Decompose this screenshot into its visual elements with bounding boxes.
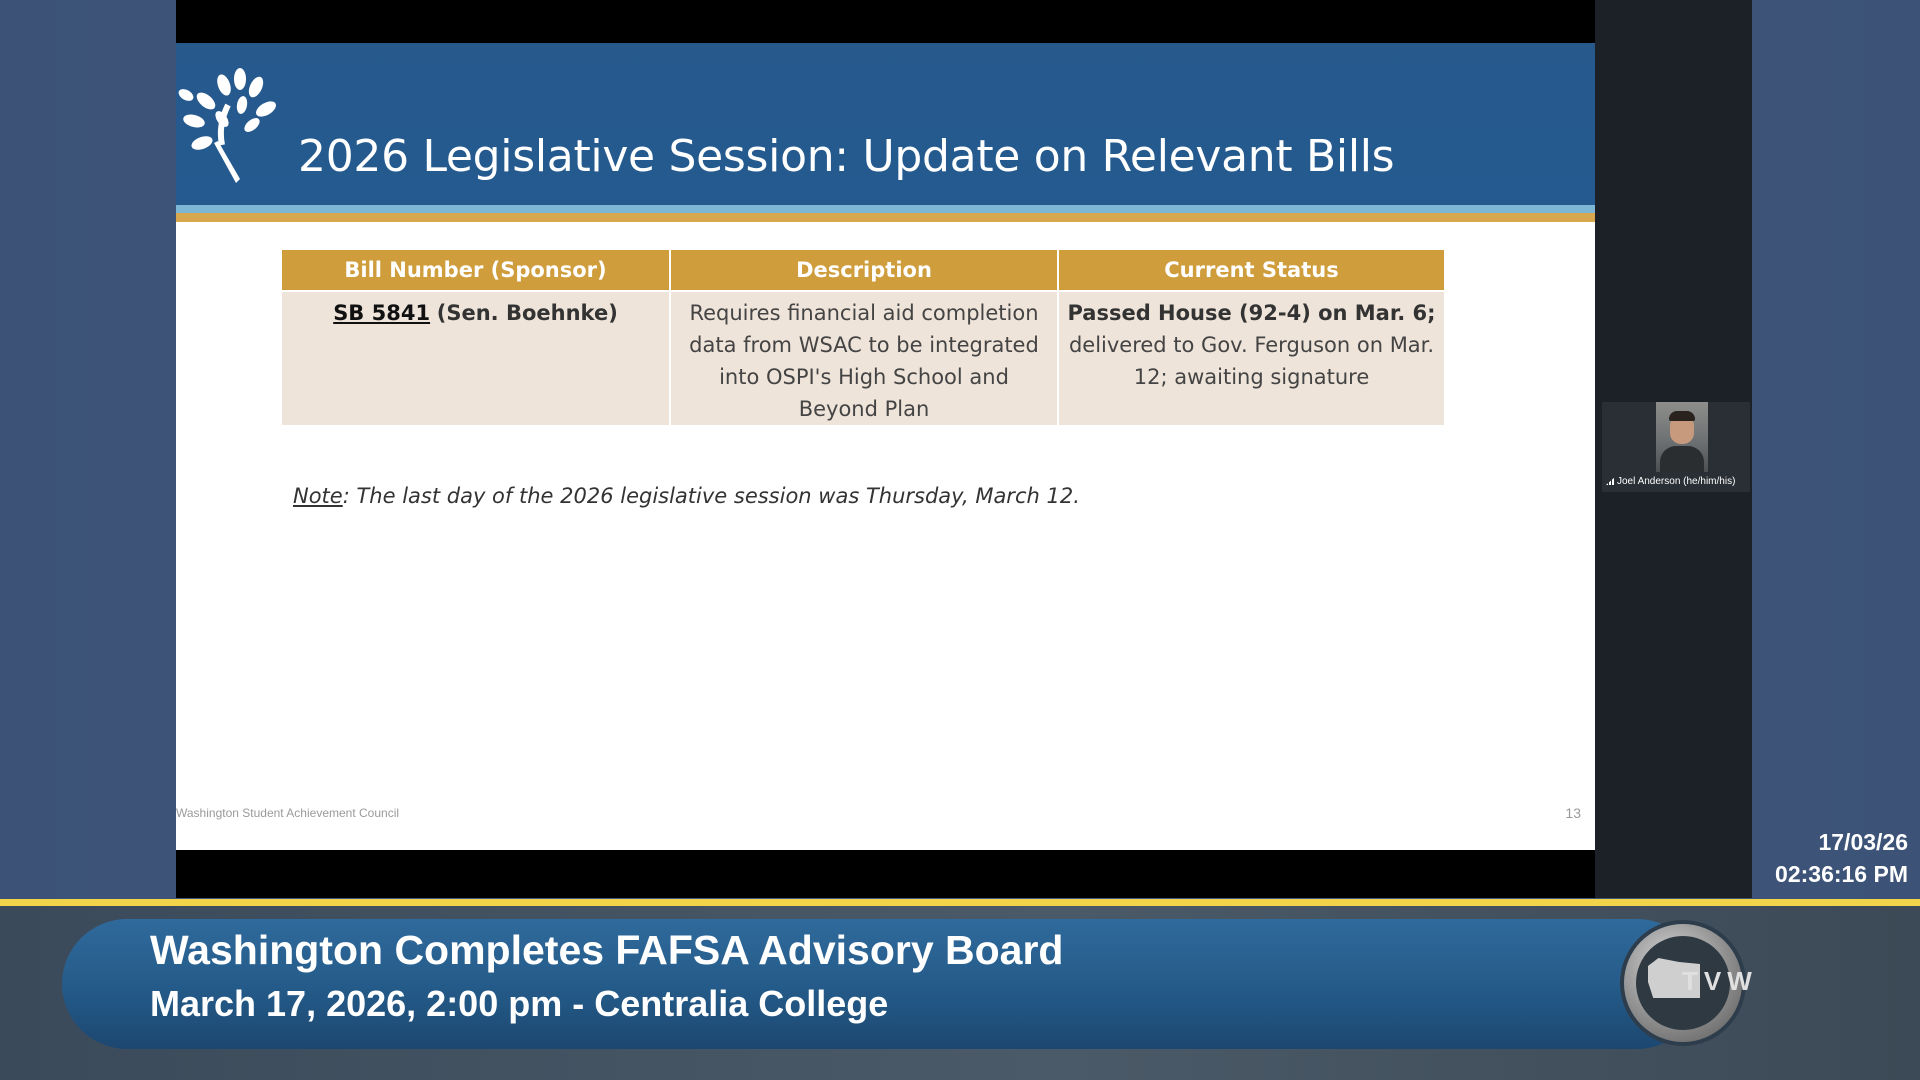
presentation-slide <box>176 43 1595 850</box>
event-title: Washington Completes FAFSA Advisory Board <box>150 927 1064 973</box>
timestamp-date: 17/03/26 <box>1818 829 1908 855</box>
column-header-description: Description <box>670 250 1058 291</box>
table-header-row <box>282 250 1444 291</box>
slide-header <box>176 43 1595 205</box>
status-headline: Passed House (92-4) on Mar. 6; <box>1067 301 1436 325</box>
note-text: : The last day of the 2026 legislative session was Thursday, March 12. <box>342 484 1080 508</box>
timestamp-time: 02:36:16 PM <box>1775 861 1908 887</box>
participant-body <box>1660 446 1704 472</box>
participant-video <box>1656 402 1708 472</box>
header-stripe-gold <box>176 213 1595 222</box>
slide-title: 2026 Legislative Session: Update on Relevant Bills <box>298 131 1395 182</box>
broadcast-timestamp <box>1775 826 1908 890</box>
tree-logo-icon <box>178 65 278 185</box>
table-row <box>282 291 1444 425</box>
bill-sponsor: (Sen. Boehnke) <box>436 301 618 325</box>
session-note <box>293 484 1080 508</box>
column-header-bill-number: Bill Number (Sponsor) <box>282 250 670 291</box>
note-label: Note <box>293 484 343 508</box>
status-detail: delivered to Gov. Ferguson on Mar. 12; awaiting signature <box>1068 333 1435 389</box>
status-cell <box>1058 291 1444 425</box>
description-cell: Requires financial aid completion data from WSAC to be integrated into OSPI's High School and Beyond Plan <box>670 291 1058 425</box>
participant-hair <box>1669 411 1695 421</box>
bill-number-link[interactable]: SB 5841 <box>333 301 431 325</box>
event-subtitle: March 17, 2026, 2:00 pm - Centralia College <box>150 983 889 1024</box>
bill-number-cell <box>282 291 670 425</box>
column-header-current-status: Current Status <box>1058 250 1444 291</box>
slide-page-number: 13 <box>1565 805 1581 821</box>
bills-table <box>282 250 1444 425</box>
signal-strength-icon <box>1606 477 1615 485</box>
slide-footer-organization: Washington Student Achievement Council <box>176 806 400 820</box>
tvw-logo-text: TVW <box>1682 966 1758 996</box>
lower-third-accent-line <box>0 899 1920 906</box>
participant-name-label <box>1606 476 1735 487</box>
participant-name: Joel Anderson (he/him/his) <box>1617 476 1736 487</box>
header-stripe-blue <box>176 205 1595 213</box>
participant-tile[interactable] <box>1602 402 1750 492</box>
